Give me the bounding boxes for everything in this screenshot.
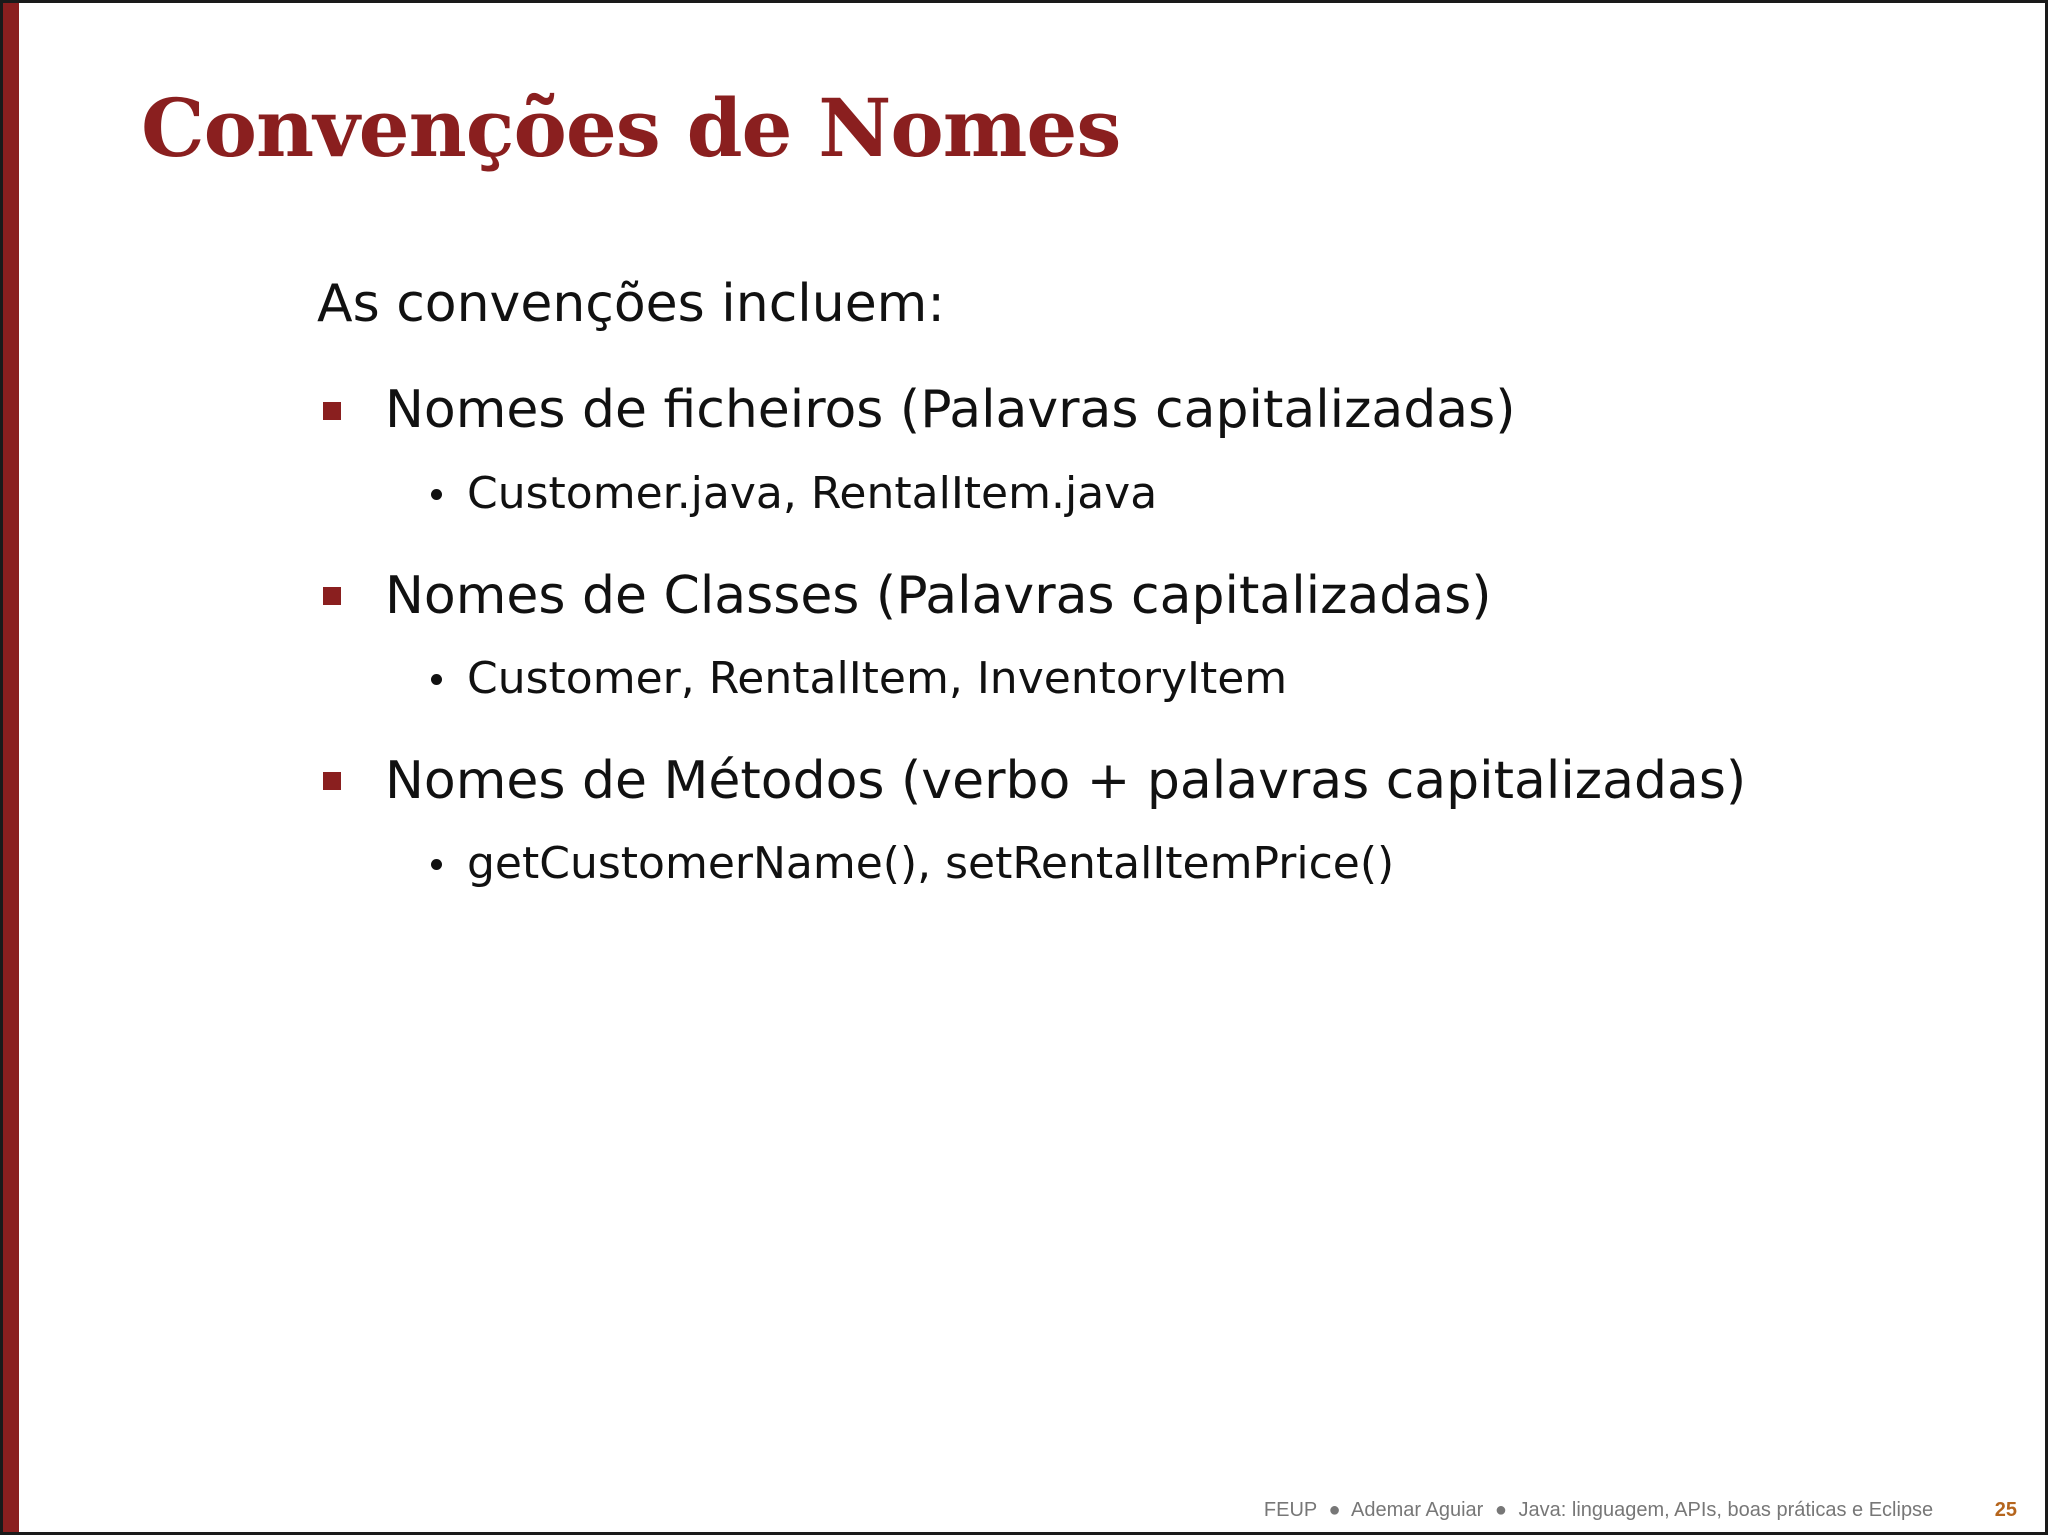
footer-course: Java: linguagem, APIs, boas práticas e Eclipse xyxy=(1518,1499,1934,1521)
sub-bullet-text: Customer, RentalItem, InventoryItem xyxy=(467,652,1288,704)
sub-bullet-item xyxy=(431,838,1965,891)
slide-title: Convenções de Nomes xyxy=(141,81,1121,175)
square-bullet-icon xyxy=(323,402,341,420)
slide-footer xyxy=(1264,1499,2017,1522)
footer-author: Ademar Aguiar xyxy=(1351,1499,1484,1521)
dot-bullet-icon xyxy=(431,674,442,685)
footer-separator: ● xyxy=(1494,1499,1507,1521)
bullet-text: Nomes de Métodos (verbo + palavras capitalizadas) xyxy=(385,750,1747,811)
bullet-item xyxy=(317,565,1965,627)
bullet-item xyxy=(317,379,1965,441)
dot-bullet-icon xyxy=(431,859,442,870)
sub-bullet-text: Customer.java, RentalItem.java xyxy=(467,467,1158,519)
square-bullet-icon xyxy=(323,587,341,605)
intro-text: As convenções incluem: xyxy=(317,274,945,334)
bullet-group xyxy=(317,750,1965,891)
dot-bullet-icon xyxy=(431,489,442,500)
bullet-group xyxy=(317,379,1965,520)
bullet-item xyxy=(317,750,1965,812)
slide-content xyxy=(317,273,1965,935)
bullet-group xyxy=(317,565,1965,706)
bullet-text: Nomes de Classes (Palavras capitalizadas) xyxy=(385,565,1492,626)
accent-bar xyxy=(3,3,19,1532)
sub-bullet-text: getCustomerName(), setRentalItemPrice() xyxy=(467,838,1395,890)
square-bullet-icon xyxy=(323,772,341,790)
bullet-text: Nomes de ficheiros (Palavras capitalizadas) xyxy=(385,380,1516,441)
footer-org: FEUP xyxy=(1263,1499,1317,1521)
sub-bullet-item xyxy=(431,468,1965,521)
footer-separator: ● xyxy=(1328,1499,1341,1521)
sub-bullet-item xyxy=(431,653,1965,706)
page-number: 25 xyxy=(1994,1499,2017,1521)
